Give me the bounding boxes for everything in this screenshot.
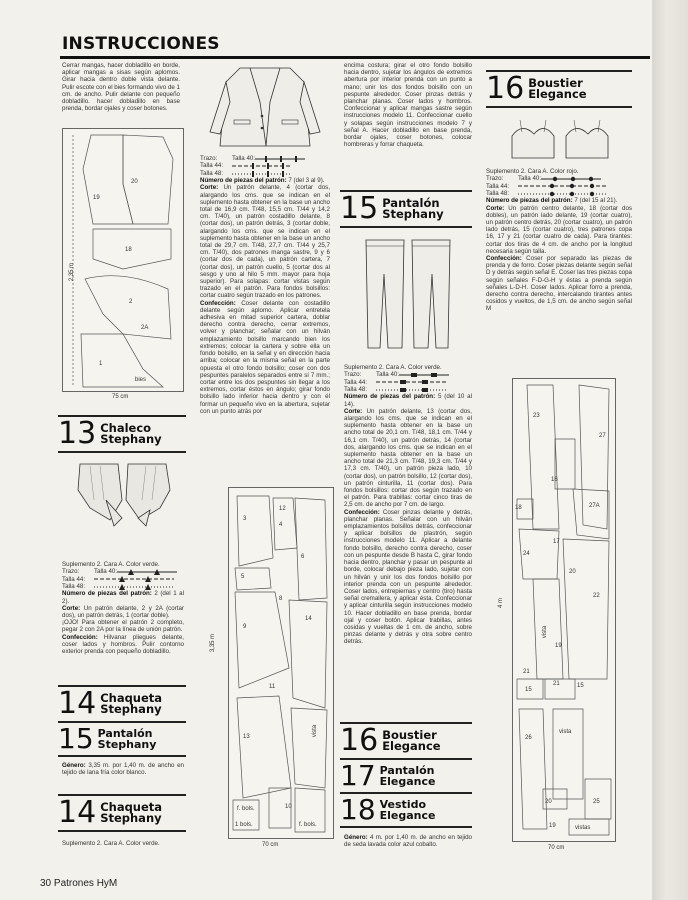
pieces-value: 7 (del 3 al 9). (288, 177, 325, 185)
section-title-line1: Chaqueta (100, 800, 163, 814)
piece-label: 19 (549, 823, 556, 829)
piece-label: vistas (575, 825, 591, 831)
piece-label: 12 (279, 506, 286, 512)
piece-label: 5 (241, 574, 245, 580)
jacket-illustration (200, 62, 330, 150)
section-title-line2: Elegance (379, 775, 436, 788)
size-row: Trazo: Talla 40: (486, 175, 632, 182)
size-row: Talla 44: (200, 162, 330, 169)
section-header-15 (58, 721, 186, 757)
corte-label: Corte: (344, 407, 363, 415)
corte-text: Un patrón delante, 2 y 2A (cortar dos), un patrón detrás, 1 (cortar doble). (62, 604, 184, 620)
section-number: 15 (340, 191, 379, 226)
section-number: 17 (340, 759, 376, 792)
piece-label: 10 (285, 804, 292, 810)
corte-text: Un patrón delante, 4 (cortar dos, alargando los cms. que se indican en el suplemento hasta obtener en la base un ancho total de 16,9 cm. T/48, 15,5 cm. T/44 y 14,2 cm. T/40), un patrón costadillo delante, 8 (cortar dos), un patrón detrás, 3 (cortar doble, alargando los cms. que se indican en el suplemento hasta obtener en la base un ancho total de 29,7 cm. T/48, 27,7 cm. T/44 y 25,7 cm. T/40), dos patrones manga sastre, 9 y 6 (cortar dos de cada), un patrón cartera, 7 (cortar dos), un patrón cuello, 5 (cortar dos al sesgo y uno al hilo 5 mm. mayor para hoja superior). Para solapas: cortar vistas según trazado en el patrón. Para fondos bolsillos: cortar cuatro según trazado en los patrones. (200, 184, 330, 300)
size-line-icon (518, 183, 608, 189)
page-footer: 30 Patrones HyM (40, 878, 118, 889)
section-header-15-b (340, 190, 472, 228)
piece-label: 1 (99, 361, 103, 367)
size-row: Trazo: Talla 40: (200, 155, 330, 162)
col2-details (200, 155, 330, 415)
size-line-icon (399, 372, 449, 378)
piece-label: 6 (301, 554, 305, 560)
col3-details (344, 364, 472, 646)
section-number: 14 (58, 686, 97, 721)
piece-label: 20 (545, 799, 552, 805)
piece-label: 26 (525, 735, 532, 741)
trousers-illustration (362, 234, 454, 352)
size-line-icon (232, 171, 292, 177)
section-title-line1: Pantalón (97, 727, 153, 740)
size-line-icon (117, 569, 177, 575)
section-number: 16 (340, 723, 379, 758)
piece-label: 25 (593, 799, 600, 805)
pattern-width-measure: 70 cm (262, 842, 279, 848)
piece-label: f. bols. (299, 822, 317, 828)
title-rule (60, 56, 650, 59)
section-header-14-b (58, 794, 186, 832)
section-title-line2: Stephany (100, 432, 162, 446)
section-header-18 (340, 792, 472, 828)
size-row: Talla 44: (486, 183, 632, 190)
genero-note: Género: 3,35 m. por 1,40 m. de ancho en tejido de lana fría color blanco. (62, 762, 184, 777)
col3-intro-text: encima costura; girar el otro fondo bolsillo hacia dentro, sujetar los ángulos de extremos abertura por interior prenda con un punto a mano; unir los dos fondos bolsillo con un pespunte alrededor. Coser pinzas detrás y planchar planas. Coser lados y hombros. Confeccionar y aplicar mangas sastre según instrucciones modelo 11. Confeccionar cuello y solapas según instrucciones modelo 7 y señal A. Hacer dobladillo en base prenda, bordar ojales, coser botones, colocar hombreras y forrar chaqueta. (344, 62, 472, 149)
size-row: Talla 44: (62, 576, 184, 583)
section-title-line2: Elegance (528, 87, 587, 101)
piece-label: 8 (279, 596, 283, 602)
piece-label: 23 (533, 413, 540, 419)
corte-text: Un patrón centro delante, 18 (cortar dos dobles), un patrón lado delante, 19 (cortar cuatro), un patrón centro detrás, 20 (cortar cuatro), un patrón lado detrás, 15 (cortar cuatro), tres patrones copa 16, 17 y 21 (cortar cuatro de cada). Para tirantes: cortar dos tiras de 4 cm. de ancho por la longitud necesaria según talla. (486, 204, 632, 255)
piece-label: 17 (553, 539, 560, 545)
pattern-width-measure: 70 cm (548, 845, 565, 851)
size-line-icon (232, 163, 292, 169)
section-number: 14 (58, 795, 97, 830)
pieces-value: 5 (del 10 al 14). (344, 393, 472, 408)
confeccion-label: Confección: (344, 508, 380, 516)
bustier-illustration (508, 116, 618, 164)
section-title-line1: Boustier (528, 76, 583, 90)
confeccion-text: Coser pinzas delante y detrás, planchar planas. Señalar con un hilván emplazamientos bolsillos detrás, confeccionar y aplicar bolsillos de plastrón, según instrucciones modelo 11. Aplicar a delante fondo bolsillo, derecho contra derecho, coser con un pespunte desde B hasta C, girar fondo hacia dentro, planchar y pasar un pespunte al borde, colocar debajo pieza lado, sujetar con un hilván y unir los dos fondos bolsillo por interior prenda con un pespunte alrededor. Coser lados, entrepiernas y centro (tiro) hasta señal cremallera, y aplicar ésta. Confeccionar y aplicar cinturilla según instrucciones modelo 10. Hacer dobladillo en base prenda, bordar ojal y coser botón. Aplicar trabillas, antes cosidas y vueltas de 1 cm. de ancho, sobre pinzas delante y detrás y otra sobre centro detrás. (344, 508, 472, 646)
piece-label: 3 (243, 516, 247, 522)
size-line-icon (255, 156, 305, 162)
piece-label: 13 (243, 734, 250, 740)
piece-label: 2A (141, 325, 149, 331)
size-row: Talla 44: (344, 379, 472, 386)
piece-label: 18 (515, 505, 522, 511)
col4-details (486, 168, 632, 313)
piece-label: 24 (523, 551, 530, 557)
piece-label: 2 (129, 299, 133, 305)
piece-label: 18 (125, 247, 132, 253)
piece-label: 11 (269, 684, 276, 690)
size-line-icon (376, 387, 446, 393)
ojo-note: ¡OJO! Para obtener el patrón 2 completo, pegar 2 con 2A por la línea de unión patrón. (62, 619, 184, 634)
piece-label: 19 (555, 643, 562, 649)
section-number: 16 (486, 71, 525, 106)
confeccion-text: Hilvanar pliegues delante, coser lados y hombros. Pulir contorno exterior prenda con pequeño dobladillo. (62, 633, 184, 656)
pieces-label: Número de piezas del patrón: (200, 177, 287, 185)
confeccion-label: Confección: (486, 255, 522, 263)
size-row: Talla 48: (344, 386, 472, 393)
supplement-note: Suplemento 2. Cara A. Color verde. (62, 840, 160, 847)
piece-label: 9 (243, 624, 247, 630)
piece-label: f. bols. (237, 806, 255, 812)
confeccion-text: Coser por separado las piezas de prenda y de forro. Coser piezas delante según señal D y detrás según señal E. Coser las tres piezas copa según señales F-D-G-H y éstas a prenda según señales L-D-H. Coser lados. Aplicar forro a prenda, derecho contra derecho, intercalando tirantes antes cosidos y vueltos, de 1,5 cm. de ancho según señal M (486, 255, 632, 313)
pieces-value: 2 (del 1 al 2). (62, 590, 184, 605)
piece-label: 16 (551, 477, 558, 483)
section-number: 18 (340, 793, 376, 826)
pieces-label: Número de piezas del patrón: (344, 393, 436, 401)
pattern-height-measure: 3,35 m (210, 633, 217, 653)
col2-pattern-drawing (229, 488, 333, 838)
section-title-line1: Boustier (382, 728, 437, 742)
section-number: 15 (58, 722, 94, 755)
section-number: 13 (58, 416, 97, 451)
piece-label: 4 (279, 522, 283, 528)
size-line-icon (376, 379, 446, 385)
corte-label: Corte: (486, 204, 505, 212)
size-line-icon (518, 191, 608, 197)
piece-label: 19 (93, 195, 100, 201)
confeccion-label: Confección: (62, 633, 98, 641)
size-row: Talla 48: (486, 190, 632, 197)
section-title-line1: Chaleco (100, 421, 152, 435)
pieces-value: 7 (del 15 al 21). (574, 197, 618, 205)
piece-label: vista (542, 625, 549, 639)
piece-label: 21 (523, 669, 530, 675)
corte-label: Corte: (62, 604, 81, 612)
page-title: INSTRUCCIONES (62, 34, 220, 54)
section-title-line2: Stephany (382, 207, 444, 221)
piece-label: vista (312, 724, 319, 738)
section-header-16 (340, 722, 472, 760)
col4-pattern-drawing (513, 379, 615, 841)
corte-label: Corte: (200, 184, 219, 192)
confeccion-text: Coser delante con costadillo delante según aplomo. Aplicar entretela adhesiva en mitad superior cartera, doblar derecho contra derecho, cerrar extremos, volver y planchar; señalar con un hilván emplazamiento bolsillo marcando bien los extremos; colocar la cartera y sobre ella un fondo bolsillo, en la señal y en dirección hacia arriba; colocar en la misma señal en la parte opuesta el otro fondo bolsillo; coser con dos pespuntes paralelos separados entre sí 7 mm.; cortar entre los dos pespuntes sin llegar a los extremos, cortar éstos en ángulo; girar fondo bolsillo lado inferior hacia dentro y con él formar un pequeño vivo en la abertura, sujetar con un punto atrás por (200, 299, 330, 415)
col1-pattern-drawing (63, 129, 183, 391)
section-header-13 (58, 415, 186, 453)
size-line-icon (94, 584, 174, 590)
section-header-14 (58, 685, 186, 723)
pattern-height-measure: 4 m (498, 597, 505, 609)
size-row: Talla 48: (62, 583, 184, 590)
pattern-height-measure: 2,35 m (69, 262, 76, 282)
size-row: Trazo: Talla 40: (62, 568, 184, 575)
pieces-label: Número de piezas del patrón: (62, 590, 152, 598)
piece-label: 22 (593, 593, 600, 599)
size-line-icon (94, 576, 174, 582)
sec13-details (62, 561, 184, 655)
piece-label: bies (135, 377, 147, 383)
size-row: Talla 48: (200, 170, 330, 177)
size-line-icon (541, 176, 601, 182)
piece-label: 20 (569, 569, 576, 575)
supplement-note: Suplemento 2. Cara A. Color verde. (344, 364, 442, 371)
section-title-line1: Pantalón (379, 764, 435, 777)
section-title-line2: Elegance (382, 739, 441, 753)
section-title-line1: Chaqueta (100, 691, 163, 705)
section-title-line1: Pantalón (382, 196, 440, 210)
pieces-label: Número de piezas del patrón: (486, 197, 573, 205)
section-title-line1: Vestido (379, 798, 427, 811)
piece-label: 14 (305, 616, 312, 622)
piece-label: 15 (577, 683, 584, 689)
col4-pattern-sheet (512, 378, 616, 842)
piece-label: 20 (131, 179, 138, 185)
genero-note: Género: 4 m. por 1,40 m. de ancho en tejido de seda lavada color azul cobalto. (344, 834, 472, 849)
confeccion-label: Confección: (200, 299, 236, 307)
section-header-16-b (486, 70, 632, 108)
pattern-width-measure: 75 cm (112, 394, 129, 400)
corte-text: Un patrón delante, 13 (cortar dos, alargando los cms. que se indican en el suplemento hasta obtener en la base un ancho total de 20,1 cm. T/48, 18,1 cm. T/44 y 16,1 cm. T/40), un patrón detrás, 14 (cortar dos, alargando los cms. que se indican en el suplemento hasta obtener en la base un ancho total de 21,3 cm. T/48, 19,3 cm. T/44 y 17,3 cm. T/40), un patrón pieza lado, 10 (cortar dos), un patrón bolsillo, 12 (cortar dos), un patrón cinturilla, 11 (cortar dos). Para fondos bolsillos: cortar dos según trazado en el patrón. Para trabillas: cortar cinco tiras de 2,5 cm. de ancho por 7 cm. de largo. (344, 407, 472, 509)
col2-pattern-sheet (228, 487, 334, 839)
section-title-line2: Stephany (100, 811, 162, 825)
col1-intro-text: Cerrar mangas, hacer dobladillo en borde, aplicar mangas a sisas según aplomos. Girar hacia dentro doble vista delante. Pulir escote con el bies formando vivo de 1 cm. de ancho. Pulir delante con pequeño dobladillo. hacer dobladillo en base prenda, bordar ojales y coser botones. (62, 62, 180, 113)
piece-label: vista (559, 729, 572, 735)
vest-illustration (70, 460, 180, 530)
piece-label: 27 (599, 433, 606, 439)
size-row: Trazo: Talla 40: (344, 371, 472, 378)
page-gutter (652, 0, 688, 900)
piece-label: 21 (553, 681, 560, 687)
piece-label: 15 (525, 687, 532, 693)
section-title-line2: Stephany (100, 702, 162, 716)
piece-label: 27A (589, 503, 600, 509)
section-header-17 (340, 758, 472, 792)
supplement-note: Suplemento 2. Cara A. Color verde. (62, 561, 160, 568)
col1-pattern-sheet (62, 128, 184, 392)
supplement-note: Suplemento 2. Cara A. Color rojo. (486, 168, 579, 175)
section-title-line2: Stephany (97, 738, 157, 751)
piece-label: 1 bols. (235, 822, 253, 828)
section-title-line2: Elegance (379, 809, 436, 822)
